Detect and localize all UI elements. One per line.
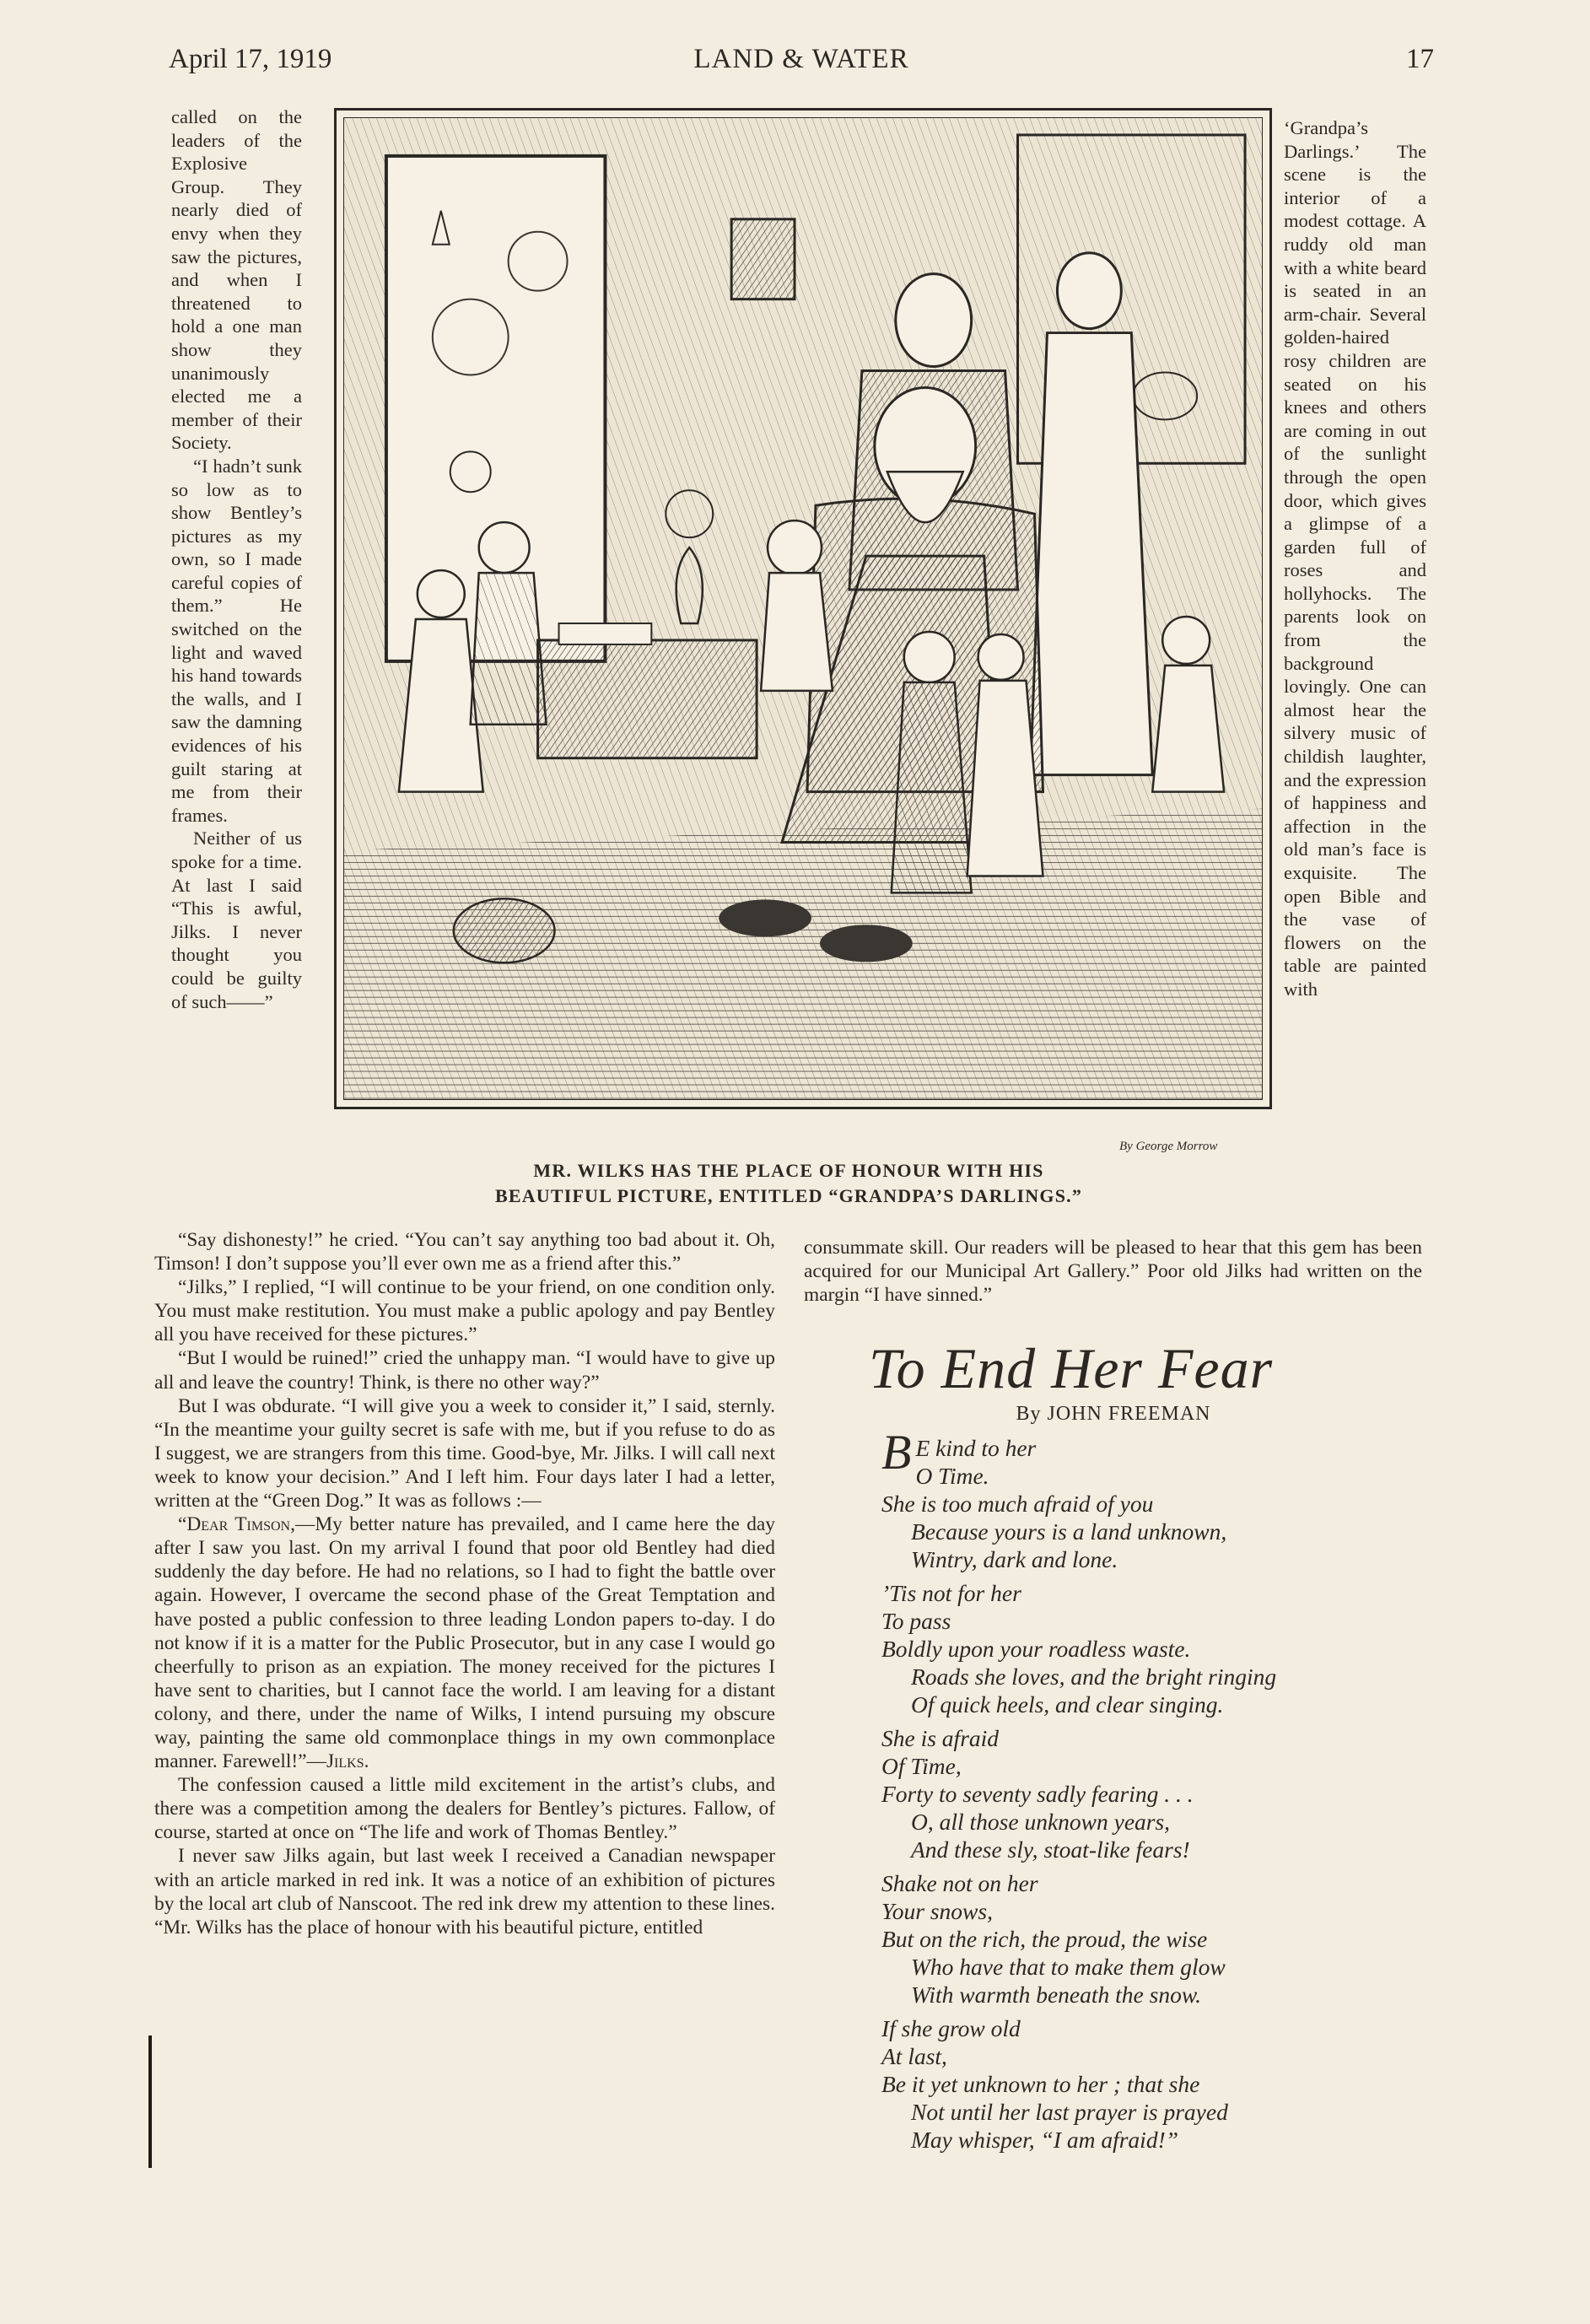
letter-body: —My better nature has prevailed, and I came here the day after I saw you last. On my arrival I found that poor old Bentley had died suddenly the day before. He had no relations, so I had to fight the battle over again. However, I overcame the second phase of the Great Temptation and have posted a public confession to three leading London papers to-day. I do not know if it is a matter for the Public Prosecutor, but in any case I would go cheerfully to prison as an expiation. The money received for the pictures I have sent to charities, but I cannot face the world. I am leaving for a distant colony, and there, under the name of Wilks, I intend pursuing my obscure way, painting the same old commonplace things in my own commonplace manner. Farewell!”—	[154, 1513, 776, 1773]
grandpa-shoe	[820, 925, 913, 962]
girl-doorway-head	[418, 570, 465, 617]
poem-line: Your snows,	[881, 1898, 993, 1924]
page-number: 17	[1406, 44, 1434, 74]
girl-garden-head	[450, 451, 491, 492]
cat	[454, 898, 555, 962]
body-para-continued: consummate skill. Our readers will be pleased to hear that this gem has been acquired for our Municipal Art Gallery.” Poor old Jilks had written on the margin “I have sinned.”	[804, 1237, 1422, 1307]
poem-line: Wintry, dark and lone.	[911, 1546, 1118, 1572]
poem-line: B E kind to her O Time.	[881, 1434, 1037, 1489]
body-para-6: I never saw Jilks again, but last week I received a Canadian newspaper with an article marked in red ink. It was a notice of an exhibition of pictures by the local art club of Nanscoot. The red ink drew my attention to these lines. “Mr. Wilks has the place of honour with his beautiful picture, entitled	[154, 1845, 775, 1938]
poem-line: Forty to seventy sadly fearing . . .	[881, 1781, 1194, 1807]
left-para-1: called on the leaders of the Explosive Group. They nearly died of envy when they saw the pictures, and when I threatened to hold a one man show they unanimously elected me a member of their Society.	[171, 106, 302, 454]
letter-salutation: Dear Timson,	[186, 1513, 295, 1536]
right-para: ‘Grandpa’s Darlings.’ The scene is the interior of a modest cottage. A ruddy old man with a white beard is seated in an arm-chair. Several golden-haired rosy children are seated on his knees and others are coming in out of the sunlight through the open door, which gives a glimpse of a garden full of roses and hollyhocks. The parents look on from the background lovingly. One can almost hear the silvery music of childish laughter, and the expression of happiness and affection in the old man’s face is exquisite. The open Bible and the vase of flowers on the table are painted with	[1284, 117, 1426, 1000]
main-text-right	[804, 1236, 1422, 1307]
baby-head	[1162, 617, 1210, 664]
poem-line: And these sly, stoat-like fears!	[911, 1836, 1190, 1863]
margin-mark	[148, 2036, 152, 2168]
baby	[1152, 666, 1224, 792]
illustration-frame	[334, 108, 1272, 1109]
poem-line: She is afraid	[881, 1725, 1000, 1751]
poem-line: To pass	[881, 1608, 951, 1634]
poem-line: Roads she loves, and the bright ringing	[911, 1663, 1277, 1690]
wall-picture	[731, 219, 795, 299]
masthead: LAND & WATER	[693, 44, 909, 74]
father-head	[896, 274, 972, 367]
open-bible	[559, 623, 652, 644]
poem-line: Because yours is a land unknown,	[911, 1518, 1227, 1545]
illustration	[343, 117, 1263, 1100]
poem-line: If she grow old	[881, 2015, 1021, 2041]
body-para-3: “But I would be ruined!” cried the unhappy man. “I would have to give up all and leave the country! Think, is there no other way?”	[154, 1347, 775, 1394]
letter-paragraph: “Dear Timson,—My better nature has prevailed, and I came here the day after I saw you last. On my arrival I found that poor old Bentley had died suddenly the day before. He had no relations, so I had to fight the battle over again. However, I overcame the second phase of the Great Temptation and have posted a public confession to three leading London papers to-day. I do not know if it is a matter for the Public Prosecutor, but in any case I would go cheerfully to prison as an expiation. The money received for the pictures I have sent to charities, but I cannot face the world. I am leaving for a distant colony, and there, under the name of Wilks, I intend pursuing my obscure way, painting the same old commonplace things in my own commonplace manner. Farewell!”—Jilks.	[154, 1513, 776, 1773]
grandpa-shoe	[719, 899, 811, 936]
poem-line: Of Time,	[881, 1753, 962, 1779]
drop-cap: B	[881, 1434, 912, 1480]
right-narrow-column	[1284, 116, 1426, 1001]
mother-figure	[1031, 333, 1153, 775]
illustration-credit: By George Morrow	[1119, 1140, 1218, 1153]
poem-line: May whisper, “I am afraid!”	[911, 2127, 1179, 2153]
poem-line: But on the rich, the proud, the wise	[881, 1926, 1208, 1952]
child-on-knee-head	[768, 520, 822, 574]
boy-doorway	[471, 573, 547, 725]
child-on-knee	[761, 573, 833, 691]
poem-line: She is too much afraid of you	[881, 1491, 1154, 1517]
poem-line: Shake not on her	[881, 1870, 1038, 1896]
poem-line: With warmth beneath the snow.	[911, 1982, 1201, 2008]
body-para-5: The confession caused a little mild excitement in the artist’s clubs, and there was a competition among the dealers for Bentley’s pictures. Fallow, of course, started at once on “The life and work of Thomas Bentley.”	[154, 1774, 775, 1844]
table-cloth	[538, 640, 757, 758]
poem-stanza-2	[881, 1579, 1421, 1718]
poem	[881, 1434, 1421, 2160]
poem-stanza-1	[881, 1434, 1421, 1573]
illustration-caption	[396, 1158, 1181, 1209]
caption-line-1: MR. WILKS HAS THE PLACE OF HONOUR WITH HIS	[533, 1160, 1044, 1181]
poem-line: At last,	[881, 2043, 947, 2069]
left-narrow-column	[171, 105, 302, 1013]
left-para-2: “I hadn’t sunk so low as to show Bentley’s pictures as my own, so I made careful copies of them.” He switched on the light and waved his hand towards the walls, and I saw the damning evidences of his guilt staring at me from their frames.	[171, 455, 302, 826]
poem-title: To End Her Fear	[869, 1336, 1274, 1400]
poem-line: ’Tis not for her	[881, 1580, 1021, 1606]
poem-line: Who have that to make them glow	[911, 1954, 1226, 1980]
poem-line: Boldly upon your roadless waste.	[881, 1636, 1191, 1662]
mother-head	[1057, 253, 1121, 329]
issue-date: April 17, 1919	[169, 44, 332, 74]
boy-doorway-head	[479, 522, 530, 573]
main-text-left	[154, 1228, 775, 1939]
left-para-3: Neither of us spoke for a time. At last I said “This is awful, Jilks. I never thought you could be guilty of such——”	[171, 828, 302, 1012]
page-header	[169, 44, 1434, 86]
child-right-head	[978, 634, 1024, 680]
body-para-4: But I was obdurate. “I will give you a week to consider it,” I said, sternly. “In the meantime your guilty secret is safe with me, but if you refuse to do as I suggest, we are strangers from this time. Good-bye, Mr. Jilks. I will call next week to know your decision.” And I left him. Four days later I had a letter, written at the “Green Dog.” It was as follows :—	[154, 1394, 775, 1512]
poem-line: Of quick heels, and clear singing.	[911, 1691, 1224, 1717]
poem-line: Be it yet unknown to her ; that she	[881, 2071, 1200, 2097]
body-para-2: “Jilks,” I replied, “I will continue to be your friend, on one condition only. You must make restitution. You must make a public apology and pay Bentley all you have received for these pictures.”	[154, 1276, 775, 1346]
caption-line-2: BEAUTIFUL PICTURE, ENTITLED “GRANDPA’S DARLINGS.”	[494, 1185, 1083, 1206]
poem-stanza-4	[881, 1869, 1421, 2009]
illustration-drawing	[344, 118, 1262, 1099]
poem-stanza-5	[881, 2014, 1421, 2154]
poem-line: Not until her last prayer is prayed	[911, 2099, 1228, 2125]
poem-line: O, all those unknown years,	[911, 1809, 1171, 1835]
body-para-1: “Say dishonesty!” he cried. “You can’t say anything too bad about it. Oh, Timson! I don’t suppose you’ll ever own me as a friend after this.”	[154, 1229, 775, 1275]
poem-stanza-3	[881, 1724, 1421, 1863]
child-front-head	[904, 632, 955, 682]
letter-signature: Jilks.	[326, 1750, 369, 1773]
poem-author: By JOHN FREEMAN	[1016, 1403, 1211, 1425]
